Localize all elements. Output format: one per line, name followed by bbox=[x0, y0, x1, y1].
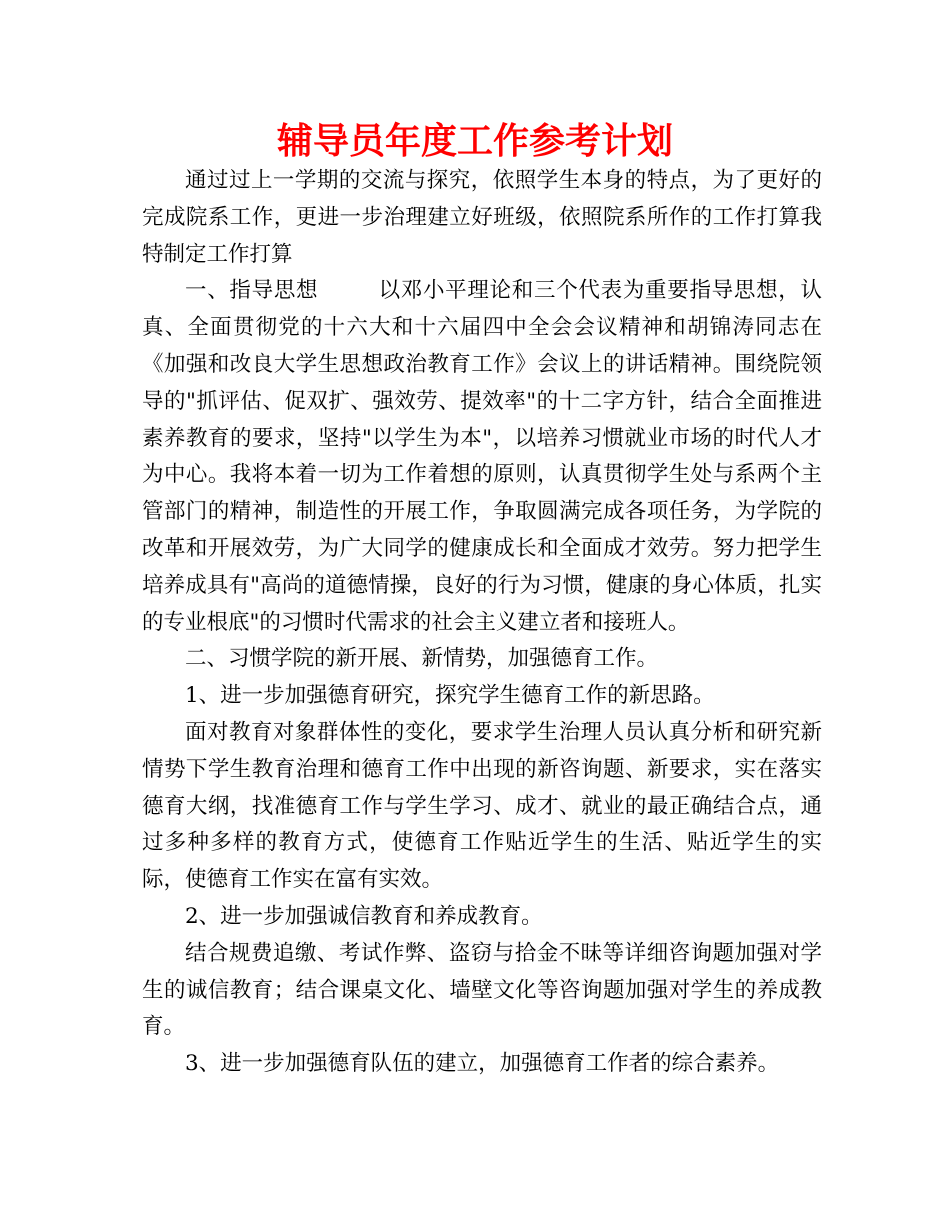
item-1-heading: 1、进一步加强德育研究，探究学生德育工作的新思路。 bbox=[185, 683, 715, 709]
intro-paragraph: 通过过上一学期的交流与探究，依照学生本身的特点，为了更好的完成院系工作，更进一步治理建立好班级，依照院系所作的工作打算我特制定工作打算 bbox=[142, 168, 822, 267]
document-body bbox=[142, 163, 822, 1083]
item-2-paragraph: 结合规费追缴、考试作弊、盗窃与拾金不昧等详细咨询题加强对学生的诚信教育；结合课桌文化、墙壁文化等咨询题加强对学生的养成教育。 bbox=[142, 940, 822, 1040]
item-3-heading: 3、进一步加强德育队伍的建立，加强德育工作者的综合素养。 bbox=[185, 1051, 780, 1077]
guiding-ideology-paragraph: 一、指导思想 以邓小平理论和三个代表为重要指导思想，认真、全面贯彻党的十六大和十六届四中全会会议精神和胡锦涛同志在《加强和改良大学生思想政治教育工作》会议上的讲话精神。围绕院领导的"抓评估、促双扩、强效劳、提效率"的十二字方针，结合全面推进素养教育的要求，坚持"以学生为本"，以培养习惯就业市场的时代人才为中心。我将本着一切为工作着想的原则，认真贯彻学生处与系两个主管部门的精神，制造性的开展工作，争取圆满完成各项任务，为学院的改革和开展效劳，为广大同学的健康成长和全面成才效劳。努力把学生培养成具有"高尚的道德情操，良好的行为习惯，健康的身心体质，扎实的专业根底"的习惯时代需求的社会主义建立者和接班人。 bbox=[142, 278, 822, 635]
document-title: 辅导员年度工作参考计划 bbox=[276, 121, 673, 162]
item-2-heading: 2、进一步加强诚信教育和养成教育。 bbox=[185, 903, 543, 929]
item-1-paragraph: 面对教育对象群体性的变化，要求学生治理人员认真分析和研究新情势下学生教育治理和德育工作中出现的新咨询题、新要求，实在落实德育大纲，找准德育工作与学生学习、成才、就业的最正确结合点，通过多种多样的教育方式，使德育工作贴近学生的生活、贴近学生的实际，使德育工作实在富有实效。 bbox=[142, 719, 822, 893]
section-heading-moral-education: 二、习惯学院的新开展、新情势，加强德育工作。 bbox=[185, 646, 659, 672]
